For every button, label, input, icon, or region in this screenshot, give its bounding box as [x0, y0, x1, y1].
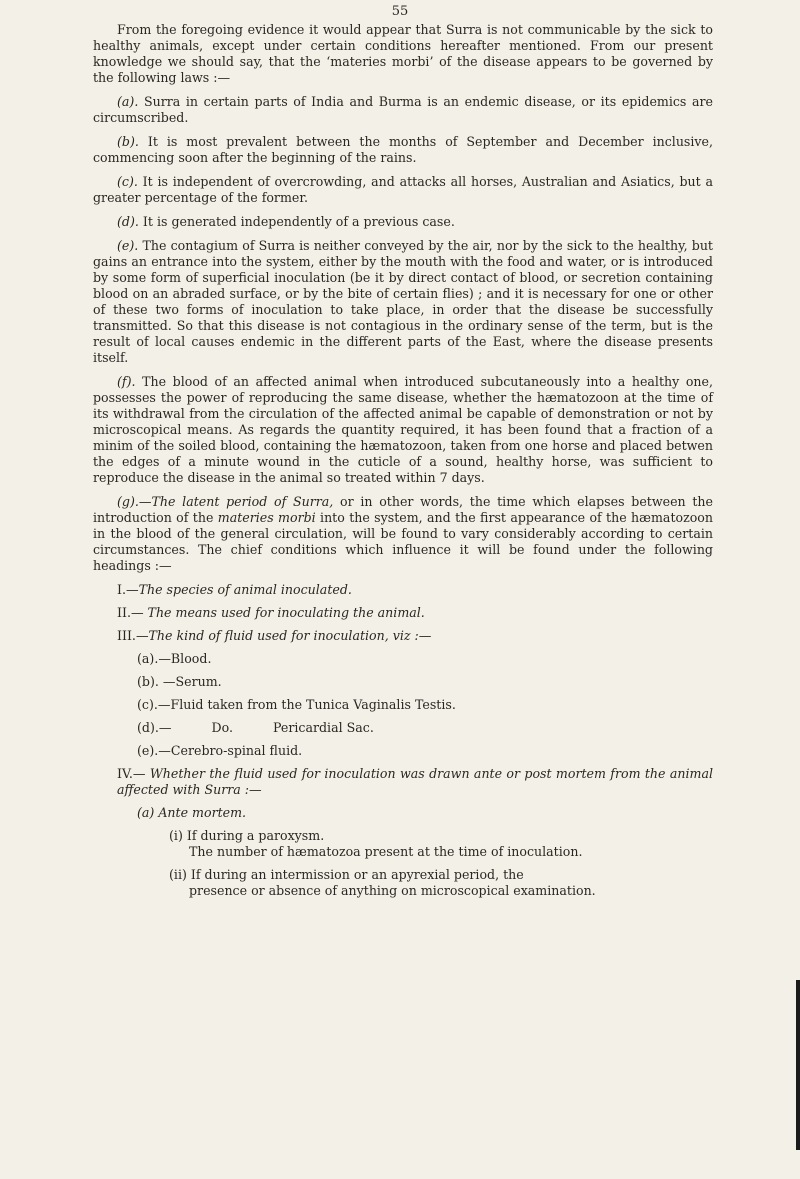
law-e — [93, 238, 713, 366]
scan-edge-mark — [796, 980, 800, 1150]
page-body — [93, 22, 713, 906]
law-text: It is independent of overcrowding, and attacks all horses, Australian and Asiatics, but a greater percentage of the former. — [93, 174, 713, 205]
law-d — [93, 214, 713, 230]
law-text: Surra in certain parts of India and Burma is an endemic disease, or its epidemics are circumscribed. — [93, 94, 713, 125]
page-number: 55 — [391, 4, 409, 19]
heading-text: —The species of animal inoculated. — [125, 582, 352, 597]
item-continuation: The number of hæmatozoa present at the time of inoculation. — [189, 844, 583, 859]
fluid-item: (b). —Serum. — [137, 674, 222, 689]
heading-text: — Whether the fluid used for inoculation was drawn ante or post mortem from the animal affected with Surra :— — [117, 766, 713, 797]
ante-mortem-item — [169, 828, 713, 860]
law-label: (g). — [117, 494, 139, 509]
law-text: It is generated independently of a previous case. — [142, 214, 455, 229]
heading-number: II. — [117, 605, 131, 620]
law-text: The contagium of Surra is neither conveyed by the air, nor by the sick to the healthy, but gains an entrance into the system, either by the mouth with the food and water, or is introduced by some form of superficial inoculation (be it by direct contact of blood, or secretion containing blood on an abraded surface, or by the bite of certain flies) ; and it is necessary for one or other of these two forms of inoculation to take place, in order that the disease be successfully transmitted. So that this disease is not contagious in the ordinary sense of the term, but is the result of local causes endemic in the different parts of the East, where the disease presents itself. — [93, 238, 713, 365]
law-label: (f). — [117, 374, 136, 389]
materies-morbi: materies morbi — [217, 510, 316, 525]
intro-paragraph: From the foregoing evidence it would appear that Surra is not communicable by the sick to healthy animals, except under certain conditions hereafter mentioned. From our present knowledge we should say, that the ‘materies morbi’ of the disease appears to be governed by the following laws :— — [93, 22, 713, 85]
law-g — [93, 494, 713, 574]
item-continuation: presence or absence of anything on microscopical examination. — [189, 883, 596, 898]
heading-4 — [117, 766, 713, 798]
law-label: (e). — [117, 238, 139, 253]
heading-text: —The kind of fluid used for inoculation, viz :— — [135, 628, 432, 643]
law-text: The blood of an affected animal when introduced subcutaneously into a healthy one, possesses the power of reproducing the same disease, whether the hæmatozoon at the time of its withdrawal from the circulation of the affected animal be capable of demonstration or not by microscopical means. As regards the quantity required, it has been found that a fraction of a minim of the soiled blood, containing the hæmatozoon, taken from one horse and placed betwen the edges of a minute wound in the cuticle of a sound, healthy horse, was sufficient to reproduce the disease in the animal so treated within 7 days. — [93, 374, 713, 485]
fluid-item: (e).—Cerebro-spinal fluid. — [137, 743, 303, 758]
law-text: or in other words, the time which elapses between the introduction of the — [93, 494, 713, 525]
law-a — [93, 94, 713, 126]
law-label: (c). — [117, 174, 138, 189]
latent-period-title: —The latent period of Surra, — [138, 494, 334, 509]
fluid-item: (c).—Fluid taken from the Tunica Vaginalis Testis. — [137, 697, 456, 712]
ante-mortem-item — [169, 867, 713, 899]
law-label: (b). — [117, 134, 139, 149]
fluid-item: (a).—Blood. — [137, 651, 212, 666]
heading-number: I. — [117, 582, 126, 597]
law-b — [93, 134, 713, 166]
item-title: (i) If during a paroxysm. — [169, 828, 325, 843]
fluid-item: (d).— Do. Pericardial Sac. — [137, 720, 374, 735]
law-f — [93, 374, 713, 486]
ante-mortem-heading — [137, 805, 713, 821]
heading-3 — [117, 628, 713, 644]
headings-list — [93, 582, 713, 899]
law-label: (a). — [117, 94, 139, 109]
heading-number: III. — [117, 628, 136, 643]
law-label: (d). — [117, 214, 139, 229]
heading-text: — The means used for inoculating the animal. — [130, 605, 425, 620]
law-text: It is most prevalent between the months of September and December inclusive, commencing soon after the beginning of the rains. — [93, 134, 713, 165]
heading-1 — [117, 582, 713, 598]
item-title: (ii) If during an intermission or an apyrexial period, the — [169, 867, 524, 882]
heading-number: IV. — [117, 766, 133, 781]
law-text: into the system, and the first appearance of the hæmatozoon in the blood of the general circulation, will be found to vary considerably according to certain circumstances. The chief conditions which influence it will be found under the following headings :— — [93, 510, 713, 573]
ante-mortem-label: (a) Ante mortem. — [137, 805, 247, 820]
law-c — [93, 174, 713, 206]
heading-2 — [117, 605, 713, 621]
